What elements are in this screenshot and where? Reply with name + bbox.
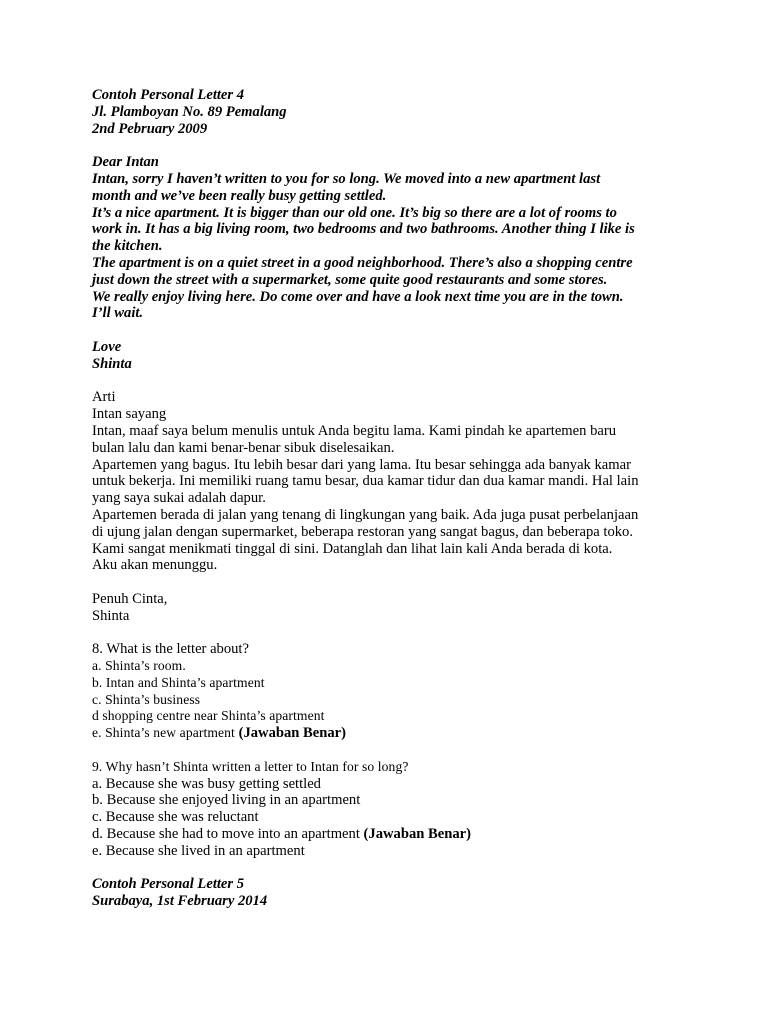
letter4-body-line: Intan, sorry I haven’t written to you for so long. We moved into a new apartment last (92, 170, 601, 187)
q8-option-b: b. Intan and Shinta’s apartment (92, 674, 265, 690)
letter4-body-line: It’s a nice apartment. It is bigger than our old one. It’s big so there are a lot of rooms to (92, 204, 617, 221)
letter4-body-line: I’ll wait. (92, 305, 144, 322)
q8-answer-label: (Jawaban Benar) (238, 725, 347, 742)
q8-option-c: c. Shinta’s business (92, 691, 201, 707)
translation-body-line: yang saya sukai adalah dapur. (92, 490, 266, 507)
translation-body-line: Aku akan menunggu. (92, 557, 218, 574)
translation-closing: Penuh Cinta, (92, 590, 168, 607)
question-9: 9. Why hasn’t Shinta written a letter to Intan for so long? (92, 758, 409, 774)
q9-option-a: a. Because she was busy getting settled (92, 775, 321, 792)
spacer (92, 860, 692, 877)
letter4-body-line: work in. It has a big living room, two bedrooms and two bathrooms. Another thing I like is (92, 221, 635, 238)
letter4-signature: Shinta (92, 355, 132, 372)
translation-body-line: Apartemen berada di jalan yang tenang di lingkungan yang baik. Ada juga pusat perbelanjaan (92, 506, 639, 523)
letter4-body-line: month and we’ve been really busy getting settled. (92, 187, 387, 204)
letter4-closing: Love (92, 338, 122, 355)
letter4-title: Contoh Personal Letter 4 (92, 87, 245, 103)
q8-option-e-text: e. Shinta’s new apartment (92, 725, 235, 741)
translation-body-line: untuk bekerja. Ini memiliki ruang tamu besar, dua kamar tidur dan dua kamar mandi. Hal lain (92, 473, 639, 490)
translation-body-line: di ujung jalan dengan supermarket, beberapa restoran yang sangat bagus, dan beberapa toko. (92, 523, 633, 540)
q9-option-e: e. Because she lived in an apartment (92, 842, 305, 859)
translation-signature: Shinta (92, 607, 130, 624)
q9-answer-label: (Jawaban Benar) (363, 826, 471, 843)
q8-option-a: a. Shinta’s room. (92, 658, 186, 674)
spacer (92, 625, 692, 642)
q9-option-d-text: d. Because she had to move into an apartment (92, 826, 360, 843)
spacer (92, 373, 692, 390)
q9-option-d (92, 826, 692, 843)
document-page (92, 87, 692, 910)
q9-option-b: b. Because she enjoyed living in an apartment (92, 792, 361, 809)
letter4-body-line: We really enjoy living here. Do come over and have a look next time you are in the town. (92, 288, 624, 305)
translation-body-line: Apartemen yang bagus. Itu lebih besar dari yang lama. Itu besar sehingga ada banyak kamar (92, 456, 631, 473)
letter4-body-line: just down the street with a supermarket, some quite good restaurants and some stores. (92, 271, 608, 288)
letter5-title: Contoh Personal Letter 5 (92, 876, 245, 893)
question-8: 8. What is the letter about? (92, 641, 249, 658)
letter4-date: 2nd Pebruary 2009 (92, 120, 208, 137)
spacer (92, 322, 692, 339)
translation-body-line: Kami sangat menikmati tinggal di sini. Datanglah dan lihat lain kali Anda berada di kota. (92, 540, 613, 557)
letter4-body-line: the kitchen. (92, 238, 163, 255)
spacer (92, 742, 692, 759)
letter4-address: Jl. Plamboyan No. 89 Pemalang (92, 103, 287, 120)
letter4-salutation: Dear Intan (92, 154, 159, 171)
q9-option-c: c. Because she was reluctant (92, 809, 259, 826)
letter4-body-line: The apartment is on a quiet street in a good neighborhood. There’s also a shopping centre (92, 254, 633, 271)
spacer (92, 137, 692, 154)
q8-option-d: d shopping centre near Shinta’s apartment (92, 708, 325, 724)
spacer (92, 574, 692, 591)
letter5-place-date: Surabaya, 1st February 2014 (92, 893, 268, 910)
translation-body-line: Intan, maaf saya belum menulis untuk Anda begitu lama. Kami pindah ke apartemen baru (92, 422, 616, 439)
translation-body-line: bulan lalu dan kami benar-benar sibuk diselesaikan. (92, 439, 395, 456)
q8-option-e (92, 725, 692, 742)
translation-salutation: Intan sayang (92, 406, 167, 423)
translation-heading: Arti (92, 389, 116, 406)
